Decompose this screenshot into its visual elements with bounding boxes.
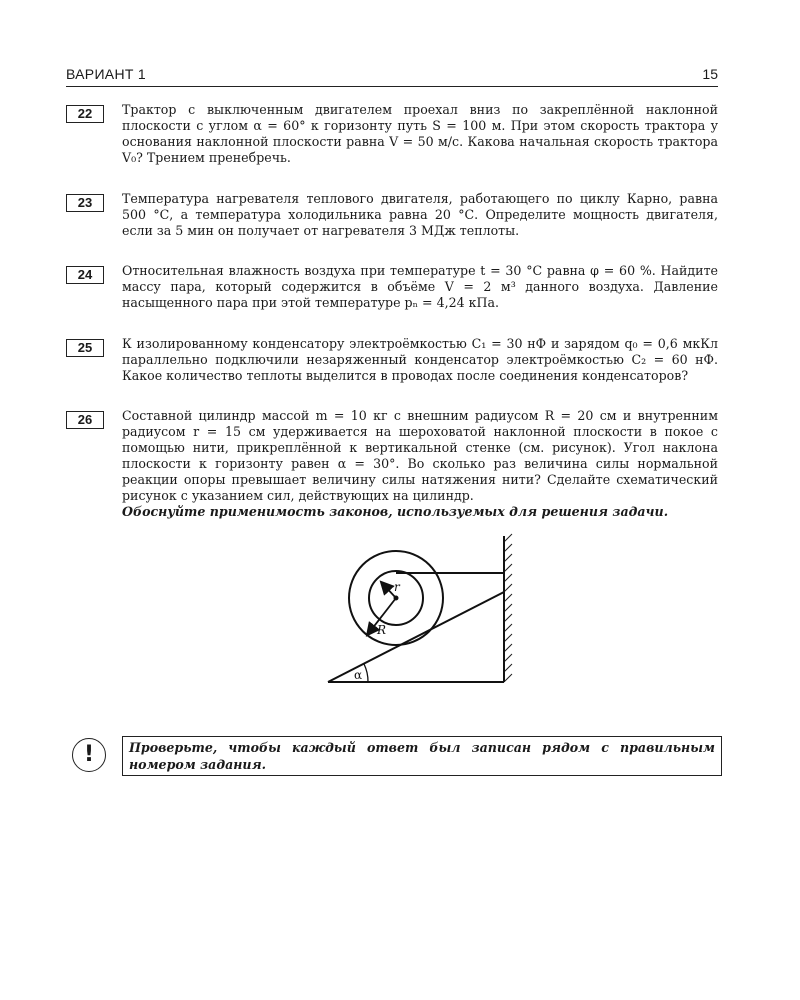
task-25 — [66, 336, 718, 384]
label-R: R — [377, 623, 387, 637]
task-number: 23 — [66, 194, 104, 212]
task-22 — [66, 102, 718, 166]
task-number: 25 — [66, 339, 104, 357]
page-header — [66, 64, 718, 87]
task-26 — [66, 408, 718, 520]
task-note: Обоснуйте применимость законов, используемых для решения задачи. — [122, 504, 669, 519]
task-number: 26 — [66, 411, 104, 429]
task-number: 22 — [66, 105, 104, 123]
label-r: r — [394, 580, 400, 594]
page-number: 15 — [702, 66, 718, 82]
task-24 — [66, 263, 718, 311]
task-23 — [66, 191, 718, 239]
task-text: Относительная влажность воздуха при температуре t = 30 °С равна φ = 60 %. Найдите массу пара, который содержится в объёме V = 2 м³ данного воздуха. Давление насыщенного пара при этой температуре pₙ = 4,24 кПа. — [122, 263, 718, 310]
warning-text: Проверьте, чтобы каждый ответ был записан рядом с правильным номером задания. — [122, 736, 722, 776]
incline-cylinder-figure — [325, 532, 520, 688]
task-text: Температура нагревателя теплового двигателя, работающего по циклу Карно, равна 500 °С, а температура холодильника равна 20 °С. Определите мощность двигателя, если за 5 мин он получает от нагревателя 3 МДж теплоты. — [122, 191, 718, 238]
task-number: 24 — [66, 266, 104, 284]
task-text: Составной цилиндр массой m = 10 кг с внешним радиусом R = 20 см и внутренним радиусом r = 15 см удерживается на шероховатой наклонной плоскости в покое с помощью нити, прикреплённой к вертикальной стенке (см. рисунок). Угол наклона плоскости к горизонту равен α = 30°. Во сколько раз величина силы нормальной реакции опоры превышает величину силы натяжения нити? Сделайте схематический рисунок с указанием сил, действующих на цилиндр. — [122, 408, 718, 503]
wall-hatching — [504, 534, 512, 682]
exclamation-icon: ! — [72, 738, 106, 772]
task-text: Трактор с выключенным двигателем проехал вниз по закреплённой наклонной плоскости с углом α = 60° к горизонту путь S = 100 м. При этом скорость трактора у основания наклонной плоскости равна V = 50 м/с. Какова начальная скорость трактора V₀? Трением пренебречь. — [122, 102, 718, 165]
angle-arc — [364, 664, 368, 682]
task-text: К изолированному конденсатору электроёмкостью C₁ = 30 нФ и зарядом q₀ = 0,6 мкКл параллельно подключили незаряженный конденсатор электроёмкостью C₂ = 60 нФ. Какое количество теплоты выделится в проводах после соединения конденсаторов? — [122, 336, 718, 383]
warning-block — [72, 736, 718, 778]
variant-title: ВАРИАНТ 1 — [66, 66, 146, 82]
label-alpha: α — [354, 668, 363, 682]
